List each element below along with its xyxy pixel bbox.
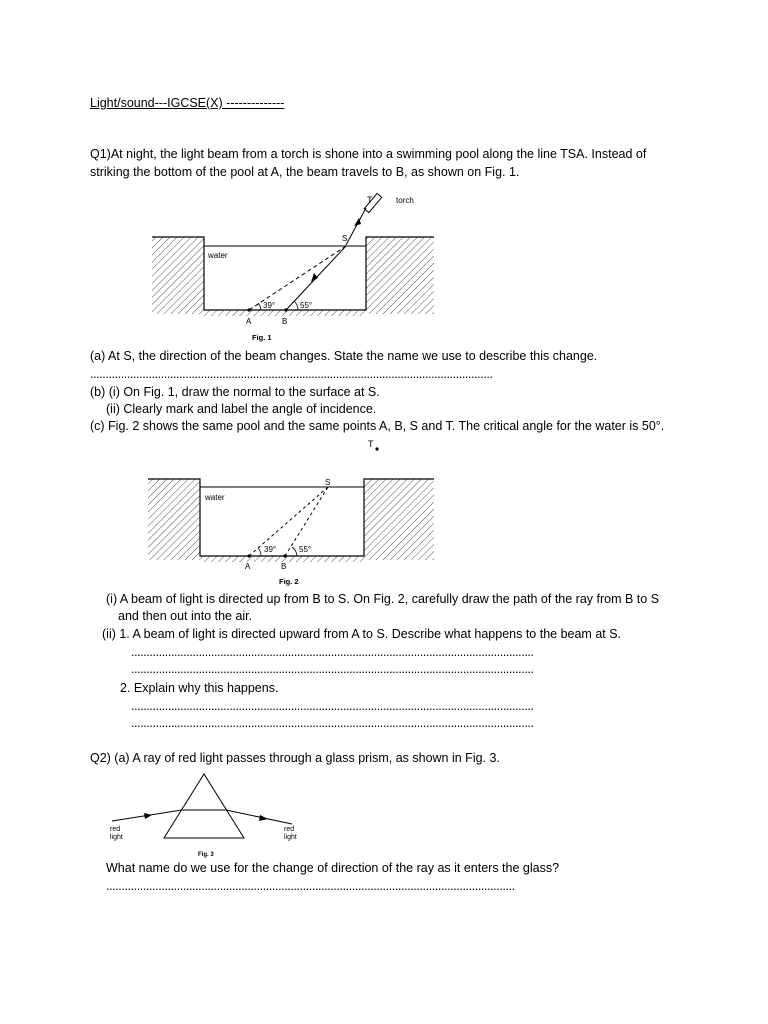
fig1-label-water: water xyxy=(208,251,228,260)
point-b xyxy=(284,308,287,311)
fig3-out-label-2: light xyxy=(284,834,297,841)
incoming-ray-arrow xyxy=(144,813,152,819)
fig1-label-a: A xyxy=(246,317,252,326)
fig1-label-s: S xyxy=(342,234,348,243)
angle-arc-b xyxy=(292,547,297,556)
outgoing-ray xyxy=(226,810,292,824)
fig1-caption: Fig. 1 xyxy=(252,333,272,342)
angle-arc-a xyxy=(258,303,261,310)
figure-2-pool-diagram xyxy=(146,436,438,590)
fig3-in-label-2: light xyxy=(110,834,123,841)
q2-question: What name do we use for the change of direction of the ray as it enters the glass? xyxy=(106,861,560,875)
ground-left xyxy=(152,237,204,314)
ground-left xyxy=(148,479,200,560)
figure-1-pool-diagram xyxy=(148,188,438,348)
fig1-angle-a: 39° xyxy=(263,301,276,310)
point-b xyxy=(283,554,286,557)
fig2-caption: Fig. 2 xyxy=(279,577,299,586)
fig2-label-a: A xyxy=(245,562,251,571)
q1-part-a: (a) At S, the direction of the beam changes. State the name we use to describe this change. xyxy=(90,349,598,363)
ground-right xyxy=(364,479,434,560)
figure-3-prism-diagram xyxy=(104,768,304,860)
fig3-caption: Fig. 3 xyxy=(198,852,214,858)
fig3-in-label-1: red xyxy=(110,826,121,833)
q1-intro-line1: Q1)At night, the light beam from a torch is shone into a swimming pool along the line TSA. Instead of xyxy=(90,147,647,161)
q1-part-c-i-line1: (i) A beam of light is directed up from B to S. On Fig. 2, carefully draw the path of the ray from B to S xyxy=(106,592,660,606)
angle-arc-a xyxy=(258,548,261,556)
q2-part-a: Q2) (a) A ray of red light passes through a glass prism, as shown in Fig. 3. xyxy=(90,751,500,765)
point-a xyxy=(247,308,250,311)
fig2-label-t: T xyxy=(368,439,374,449)
q1-part-c-ii-1-answer-line-1: ................................................................................................................................... xyxy=(131,645,534,659)
beam-t-to-s xyxy=(346,208,366,245)
fig2-label-b: B xyxy=(281,562,287,571)
q1-part-b-ii: (ii) Clearly mark and label the angle of incidence. xyxy=(106,402,377,416)
point-a xyxy=(247,554,250,557)
q1-part-c-i-line2: and then out into the air. xyxy=(118,609,253,623)
fig2-angle-b: 55° xyxy=(299,545,312,554)
q1-part-c: (c) Fig. 2 shows the same pool and the same points A, B, S and T. The critical angle for the water is 50°. xyxy=(90,419,665,433)
angle-arc-b xyxy=(294,301,298,310)
q1-intro-line2: striking the bottom of the pool at A, the beam travels to B, as shown on Fig. 1. xyxy=(90,165,520,179)
fig1-label-torch: torch xyxy=(396,196,414,205)
fig2-label-water: water xyxy=(205,493,225,502)
q1-part-b-i: (b) (i) On Fig. 1, draw the normal to the surface at S. xyxy=(90,385,380,399)
page-title: Light/sound---IGCSE(X) -------------- xyxy=(90,96,285,110)
q1-part-c-ii-1: (ii) 1. A beam of light is directed upward from A to S. Describe what happens to the beam at S. xyxy=(102,627,622,641)
fig1-label-b: B xyxy=(282,317,288,326)
point-t xyxy=(375,447,378,450)
q1-part-c-ii-2-answer-line-2: ................................................................................................................................... xyxy=(131,716,534,730)
fig1-label-t: T xyxy=(367,195,373,205)
q1-part-c-ii-2: 2. Explain why this happens. xyxy=(120,681,279,695)
dashed-a-to-s xyxy=(249,487,328,556)
outgoing-ray-arrow xyxy=(259,815,268,821)
ground-right xyxy=(366,237,434,314)
beam-arrow-2 xyxy=(311,273,318,282)
q1-part-c-ii-2-answer-line-1: ................................................................................................................................... xyxy=(131,699,534,713)
fig2-label-s: S xyxy=(325,478,331,487)
glass-prism xyxy=(164,774,244,838)
q1-part-a-answer-line: ................................................................................................................................... xyxy=(90,367,493,381)
fig1-angle-b: 55° xyxy=(300,301,313,310)
fig3-out-label-1: red xyxy=(284,826,295,833)
q2-answer-line: ..................................................................................................................................... xyxy=(106,879,515,893)
q1-part-c-ii-1-answer-line-2: ................................................................................................................................... xyxy=(131,662,534,676)
fig2-angle-a: 39° xyxy=(264,545,277,554)
